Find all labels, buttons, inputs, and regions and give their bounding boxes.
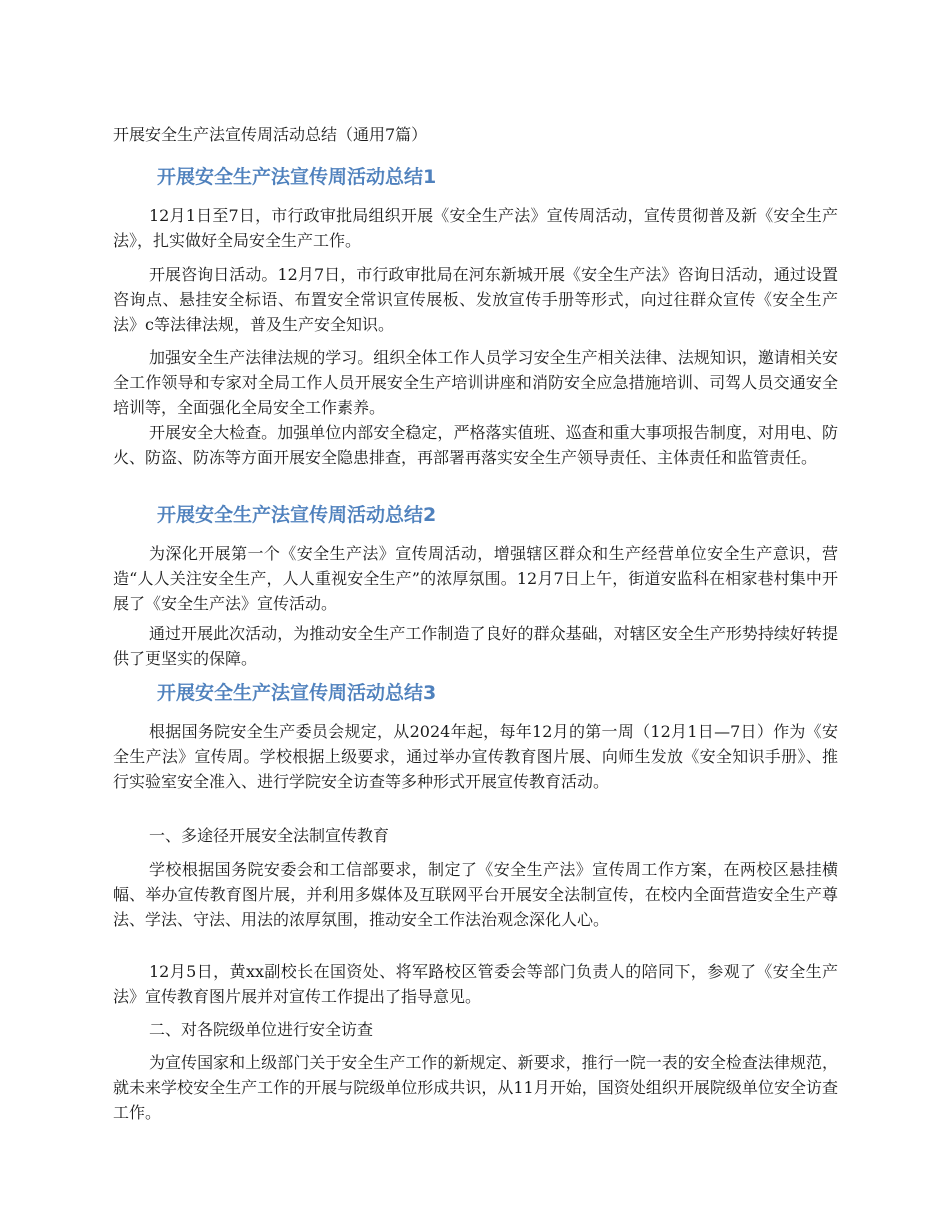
paragraph: 12月1日至7日，市行政审批局组织开展《安全生产法》宣传周活动，宣传贯彻普及新《安全生产法》，扎实做好全局安全生产工作。 xyxy=(113,206,838,250)
section-heading-2: 开展安全生产法宣传周活动总结2 xyxy=(157,504,437,526)
document-title: 开展安全生产法宣传周活动总结（通用7篇） xyxy=(113,125,428,144)
paragraph: 为深化开展第一个《安全生产法》宣传周活动，增强辖区群众和生产经营单位安全生产意识，营造“人人关注安全生产，人人重视安全生产”的浓厚氛围。12月7日上午，街道安监科在相家巷村集中开展了《安全生产法》宣传活动。 xyxy=(113,544,838,613)
paragraph: 根据国务院安全生产委员会规定，从2024年起，每年12月的第一周（12月1日—7日）作为《安全生产法》宣传周。学校根据上级要求，通过举办宣传教育图片展、向师生发放《安全知识手册》、推行实验室安全准入、进行学院安全访查等多种形式开展宣传教育活动。 xyxy=(113,722,838,791)
paragraph: 学校根据国务院安委会和工信部要求，制定了《安全生产法》宣传周工作方案，在两校区悬挂横幅、举办宣传教育图片展，并利用多媒体及互联网平台开展安全法制宣传，在校内全面营造安全生产尊法、学法、守法、用法的浓厚氛围，推动安全工作法治观念深化人心。 xyxy=(113,860,838,929)
section-heading-1: 开展安全生产法宣传周活动总结1 xyxy=(157,166,437,188)
paragraph: 开展咨询日活动。12月7日，市行政审批局在河东新城开展《安全生产法》咨询日活动，通过设置咨询点、悬挂安全标语、布置安全常识宣传展板、发放宣传手册等形式，向过往群众宣传《安全生产法》c等法律法规，普及生产安全知识。 xyxy=(113,265,838,334)
subheading-paragraph: 二、对各院级单位进行安全访查 xyxy=(149,1020,374,1039)
paragraph: 开展安全大检查。加强单位内部安全稳定，严格落实值班、巡查和重大事项报告制度，对用电、防火、防盗、防冻等方面开展安全隐患排查，再部署再落实安全生产领导责任、主体责任和监管责任。 xyxy=(113,423,838,467)
section-heading-3: 开展安全生产法宣传周活动总结3 xyxy=(157,682,437,704)
paragraph: 加强安全生产法律法规的学习。组织全体工作人员学习安全生产相关法律、法规知识，邀请相关安全工作领导和专家对全局工作人员开展安全生产培训讲座和消防安全应急措施培训、司驾人员交通安全培训等，全面强化全局安全工作素养。 xyxy=(113,348,838,417)
paragraph: 通过开展此次活动，为推动安全生产工作制造了良好的群众基础，对辖区安全生产形势持续好转提供了更坚实的保障。 xyxy=(113,624,838,668)
paragraph: 12月5日，黄xx副校长在国资处、将军路校区管委会等部门负责人的陪同下，参观了《安全生产法》宣传教育图片展并对宣传工作提出了指导意见。 xyxy=(113,962,838,1006)
subheading-paragraph: 一、多途径开展安全法制宣传教育 xyxy=(149,826,390,845)
paragraph: 为宣传国家和上级部门关于安全生产工作的新规定、新要求，推行一院一表的安全检查法律规范，就未来学校安全生产工作的开展与院级单位形成共识，从11月开始，国资处组织开展院级单位安全访查工作。 xyxy=(113,1053,838,1122)
